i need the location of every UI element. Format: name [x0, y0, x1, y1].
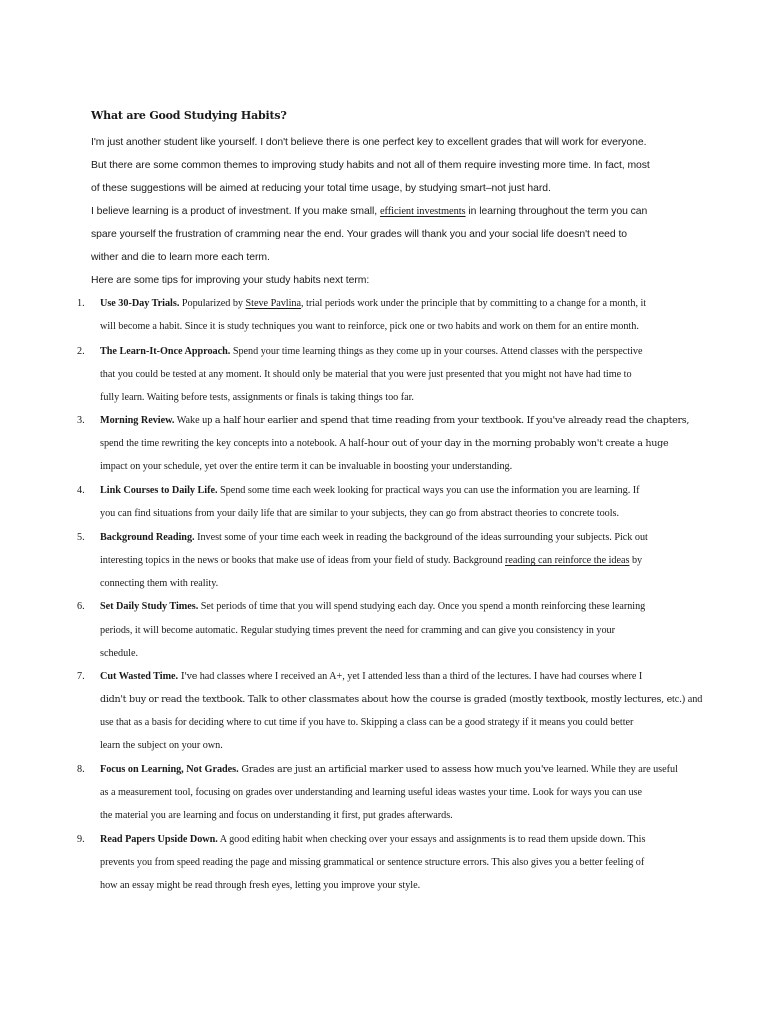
- tip-text: by: [629, 555, 643, 566]
- intro-line: I'm just another student like yourself. I don't believe there is one perfect key to excellent grades that will work for everyone.: [91, 137, 647, 148]
- tip-number: 1.: [77, 298, 85, 309]
- tip-line: schedule.: [100, 648, 139, 659]
- tip-heading: Link Courses to Daily Life.: [100, 485, 218, 496]
- tip-text: , trial periods work under the principle that by committing to a change for a month, it: [301, 298, 647, 309]
- tip-line: [100, 438, 668, 449]
- tip-line: how an essay might be read through fresh eyes, letting you improve your style.: [100, 880, 421, 891]
- tip-text: learned. While they are useful: [553, 764, 678, 775]
- tip-text: interesting topics in the news or books that make use of ideas from your field of study. Background: [100, 555, 506, 566]
- intro-text: in learning throughout the term you can: [465, 206, 648, 217]
- tip-line: that you could be tested at any moment. It should only be material that you were just presented that you might not have had time to: [100, 369, 632, 380]
- tip-number: 8.: [77, 764, 85, 775]
- tip-text: I've: [178, 671, 198, 682]
- tip-text: tc.) and: [671, 694, 703, 705]
- tip-line: [100, 694, 702, 705]
- intro-line: Here are some tips for improving your study habits next term:: [91, 275, 370, 286]
- tip-line: as a measurement tool, focusing on grades over understanding and learning useful ideas wastes your time. Look for ways you can use: [100, 787, 642, 798]
- tip-number: 5.: [77, 532, 85, 543]
- tip-line: prevents you from speed reading the page and missing grammatical or sentence structure errors. This also gives you a better feeling of: [100, 857, 645, 868]
- intro-line: wither and die to learn more each term.: [91, 252, 270, 263]
- tip-number: 6.: [77, 601, 85, 612]
- tip-text: Grades are just an artificial marker used to assess how much you've: [238, 764, 554, 775]
- tip-text: had classes where I received an A+, yet I attended less than a third of the lectures. I have had courses where I: [197, 671, 643, 682]
- tip-text: Spend some time each week looking for practical ways you can use the information you are learning. If: [217, 485, 640, 496]
- tip-line: [100, 346, 642, 357]
- tip-line: [100, 485, 640, 496]
- tip-text: hour out of your day in the morning probably won't create a huge: [367, 438, 669, 449]
- tip-heading: Set Daily Study Times.: [100, 601, 199, 612]
- reading-link[interactable]: reading can reinforce the ideas: [505, 555, 630, 566]
- tip-line: [100, 532, 648, 543]
- tip-text: Set periods of time that you will spend studying each day. Once you spend a month reinforcing these learning: [198, 601, 646, 612]
- intro-line: But there are some common themes to improving study habits and not all of them require investing more time. In fact, most: [91, 160, 650, 171]
- tip-text: a half hour earlier and spend that time reading from your textbook. If you've already read the chapters,: [214, 415, 690, 426]
- steve-pavlina-link[interactable]: Steve Pavlina: [245, 298, 301, 309]
- tip-heading: Read Papers Upside Down.: [100, 834, 218, 845]
- tip-line: the material you are learning and focus on understanding it first, put grades afterwards.: [100, 810, 453, 821]
- tip-text: Wake up: [174, 415, 215, 426]
- tip-line: [100, 671, 642, 682]
- tip-line: you can find situations from your daily life that are similar to your subjects, they can go from abstract theories to concrete tools.: [100, 508, 620, 519]
- tip-heading: The Learn-It-Once Approach.: [100, 346, 231, 357]
- tip-line: [100, 415, 689, 426]
- tip-text: Spend your time learning things as they come up in your courses. Attend classes with the perspective: [230, 346, 643, 357]
- tip-line: [100, 764, 678, 775]
- tip-heading: Morning Review.: [100, 415, 175, 426]
- tip-line: [100, 555, 642, 566]
- tip-text: A good editing habit when checking over your essays and assignments is to read them upside down. This: [217, 834, 646, 845]
- intro-line: spare yourself the frustration of cramming near the end. Your grades will thank you and your social life doesn't need to: [91, 229, 628, 240]
- tip-line: will become a habit. Since it is study techniques you want to reinforce, pick one or two habits and work on them for an entire month.: [100, 321, 639, 332]
- tip-text: Invest some of your time each week in reading the background of the ideas surrounding your subjects. Pick out: [194, 532, 648, 543]
- tip-line: impact on your schedule, yet over the entire term it can be invaluable in boosting your understanding.: [100, 461, 513, 472]
- page-title: What are Good Studying Habits?: [91, 109, 287, 122]
- tip-line: [100, 834, 645, 845]
- tip-number: 7.: [77, 671, 85, 682]
- intro-text: I believe learning is a product of investment. If you make small,: [91, 206, 380, 217]
- tip-line: fully learn. Waiting before tests, assignments or finals is taking things too far.: [100, 392, 414, 403]
- intro-line: [91, 206, 691, 217]
- tip-line: [100, 601, 645, 612]
- tip-line: use that as a basis for deciding where to cut time if you have to. Skipping a class can be a good strategy if it means you could better: [100, 717, 634, 728]
- tip-number: 2.: [77, 346, 85, 357]
- tip-line: periods, it will become automatic. Regular studying times prevent the need for cramming and can give you consistency in your: [100, 625, 615, 636]
- tip-text: didn't buy or read the textbook. Talk to other classmates about how the course is graded (mostly textbook, mostly lectures, e: [100, 694, 672, 705]
- tip-heading: Use 30-Day Trials.: [100, 298, 180, 309]
- tip-text: Popularized by: [179, 298, 246, 309]
- tip-line: [100, 298, 646, 309]
- tip-line: learn the subject on your own.: [100, 740, 223, 751]
- tip-text: spend the time rewriting the key concepts into a notebook. A half-: [100, 438, 368, 449]
- tip-heading: Cut Wasted Time.: [100, 671, 179, 682]
- intro-line: of these suggestions will be aimed at reducing your total time usage, by studying smart–not just hard.: [91, 183, 551, 194]
- tip-number: 9.: [77, 834, 85, 845]
- efficient-investments-link[interactable]: efficient investments: [379, 206, 466, 217]
- tip-heading: Background Reading.: [100, 532, 195, 543]
- tip-line: connecting them with reality.: [100, 578, 219, 589]
- tip-number: 3.: [77, 415, 85, 426]
- tip-number: 4.: [77, 485, 85, 496]
- tip-heading: Focus on Learning, Not Grades.: [100, 764, 239, 775]
